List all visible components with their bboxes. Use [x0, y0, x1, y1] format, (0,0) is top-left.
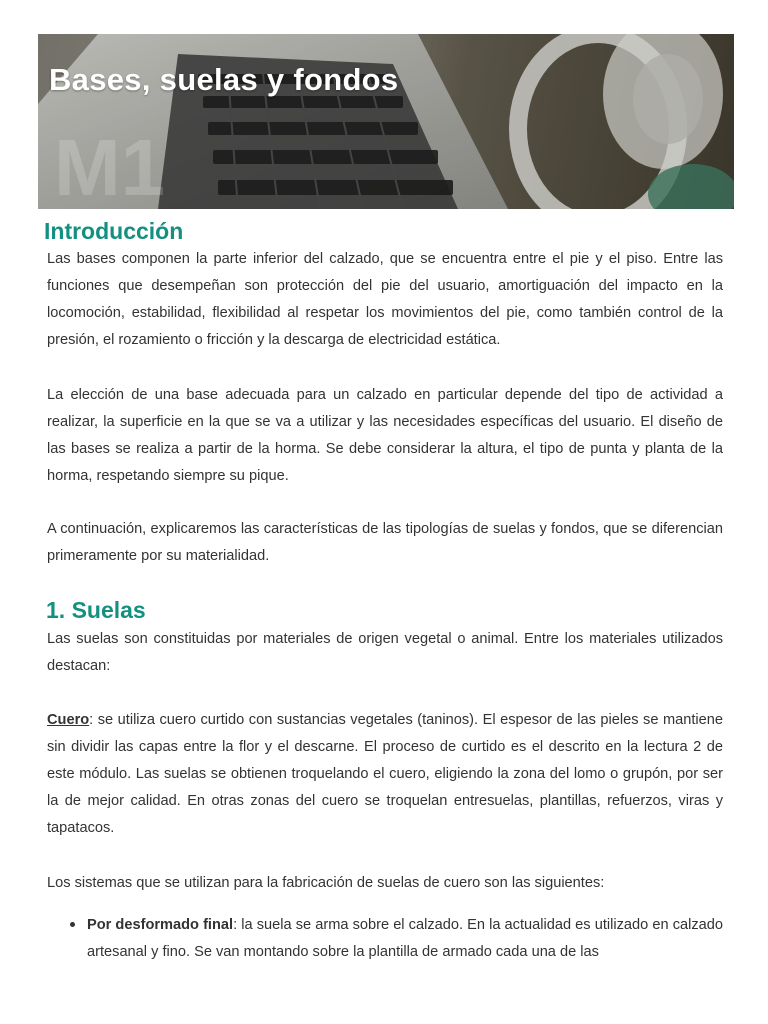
suelas-paragraph-1: Las suelas son constituidas por materiales de origen vegetal o animal. Entre los materiales utilizados destacan:: [47, 631, 723, 674]
bullet-icon: [70, 922, 75, 927]
suelas-heading: 1. Suelas: [46, 597, 146, 623]
systems-paragraph: Los sistemas que se utilizan para la fabricación de suelas de cuero son las siguientes:: [47, 875, 605, 891]
page-title: Bases, suelas y fondos: [49, 62, 399, 97]
module-watermark: M1: [54, 123, 166, 209]
intro-paragraph-3: A continuación, explicaremos las características de las tipologías de suelas y fondos, que se diferencian primeramente por su materialidad.: [47, 521, 723, 564]
bullet-term: Por desformado final: [87, 917, 234, 933]
cuero-text: : se utiliza cuero curtido con sustancias vegetales (taninos). El espesor de las pieles se mantiene sin dividir las capas entre la flor y el descarne. El proceso de curtido es el descrito en la lectura 2 de este módulo. Las suelas se obtienen troquelando el cuero, eligiendo la zona del lomo o grupón, por ser la de mejor calidad. En otras zonas del cuero se troquelan entresuelas, plantillas, refuerzos, viras y tapatacos.: [47, 712, 723, 836]
cuero-term: Cuero: [47, 712, 90, 728]
intro-heading: Introducción: [44, 218, 184, 244]
cuero-paragraph: [47, 707, 723, 842]
intro-paragraph-2: La elección de una base adecuada para un calzado en particular depende del tipo de actividad a realizar, la superficie en la que se va a utilizar y las necesidades específicas del usuario. El diseño de las bases se realiza a partir de la horma. Se debe considerar la altura, el tipo de punta y planta de la horma, respetando siempre su pique.: [47, 387, 723, 484]
header-banner: [38, 34, 734, 209]
bullet-item: [87, 912, 723, 966]
bullet-text: : la suela se arma sobre el calzado. En la actualidad es utilizado en calzado artesanal y fino. Se van montando sobre la plantilla de armado cada una de las: [87, 917, 723, 960]
intro-paragraph-1: Las bases componen la parte inferior del calzado, que se encuentra entre el pie y el piso. Entre las funciones que desempeñan son protección del pie del usuario, amortiguación del impacto en la locomoción, estabilidad, flexibilidad al respetar los movimientos del pie, como también control de la presión, el rozamiento o fricción y la descarga de electricidad estática.: [47, 251, 723, 348]
